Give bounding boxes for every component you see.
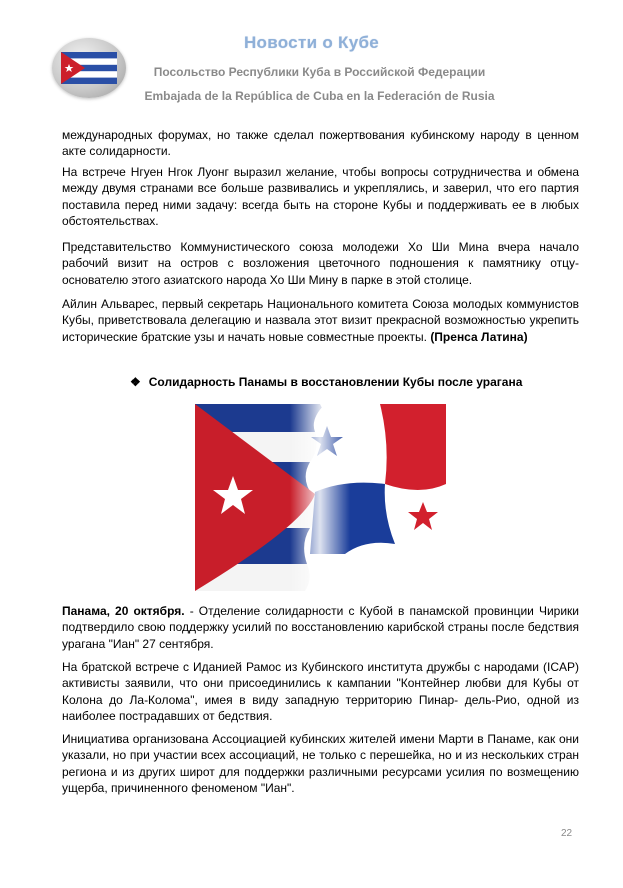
paragraph — [62, 296, 579, 345]
source-credit: (Пренса Латина) — [430, 329, 528, 344]
embassy-name-es: Embajada de la República de Cuba en la Federación de Rusia — [144, 89, 495, 103]
page-number: 22 — [561, 828, 573, 839]
paragraph: Представительство Коммунистического союза молодежи Хо Ши Мина вчера начало рабочий визит на остров с возложения цветочного подношения к памятнику отцу-основателю этого азиатского народа Хо Ши Мину в парке в этой столице. — [62, 240, 579, 287]
newsletter-title: Новости о Кубе — [243, 33, 380, 52]
paragraph — [62, 603, 579, 652]
embassy-name-ru: Посольство Республики Куба в Российской Федерации — [153, 65, 486, 79]
paragraph-text: Айлин Альварес, первый секретарь Национального комитета Союза молодых коммунистов Кубы, приветствовала делегацию и назвала этот визит прекрасной возможностью укрепить исторические братские узы и начать новые совместные проекты. — [62, 297, 579, 344]
paragraph: На встрече Нгуен Нгок Луонг выразил желание, чтобы вопросы сотрудничества и обмена между двумя странами все больше развивались и укреплялись, и заверил, что его партия поставила перед ними задачу: всегда быть на стороне Кубы и поддерживать ее в любых обстоятельствах. — [62, 165, 579, 228]
diamond-bullet-icon: ❖ — [130, 375, 141, 389]
paragraph: На братской встрече с Иданией Рамос из Кубинского института дружбы с народами (ICAP) активисты заявили, что они присоединились к кампании "Контейнер любви для Кубы от Колона до Ла-Колома", имея в виду западную территорию Пинар- дель-Рио, одной из наиболее пострадавших от бедствия. — [62, 660, 579, 723]
section-heading-text: Солидарность Панамы в восстановлении Кубы после урагана — [148, 375, 523, 389]
cuba-panama-flags-image — [195, 404, 446, 591]
paragraph: международных форумах, но также сделал пожертвования кубинскому народу в ценном акте солидарности. — [62, 128, 579, 159]
paragraph: Инициатива организована Ассоциацией кубинских жителей имени Марти в Панаме, как они указали, но при участии всех ассоциаций, не только с перешейка, но и из нескольких стран региона и из других широт для поддержки различными ресурсами усилия по возмещению ущерба, причиненного феноменом "Иан". — [62, 732, 579, 795]
dateline: Панама, 20 октября. — [62, 604, 185, 618]
section-heading — [130, 375, 522, 389]
paragraph-text: - Отделение солидарности с Кубой в панамской провинции Чирики подтвердило свою поддержку усилий по восстановлению карибской страны после бедствия урагана "Иан" 27 сентября. — [62, 604, 579, 651]
